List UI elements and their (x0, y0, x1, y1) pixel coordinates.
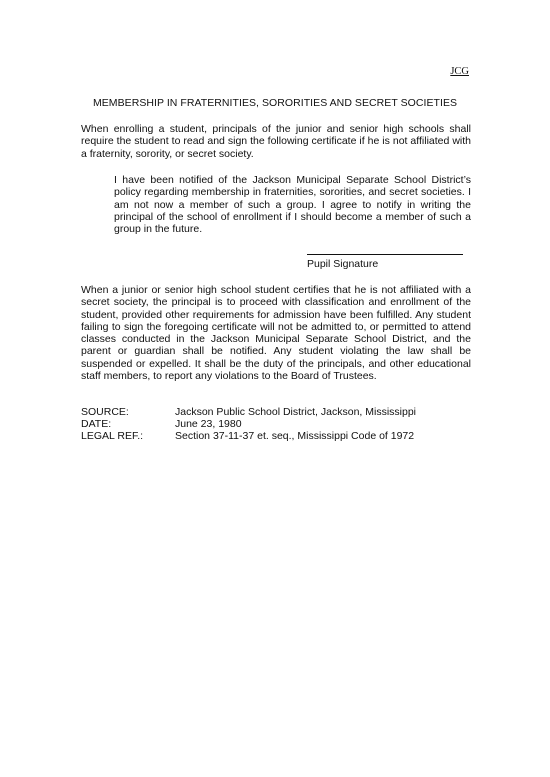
meta-row-source (81, 406, 416, 418)
signature-label: Pupil Signature (307, 258, 379, 270)
meta-row-legal-ref (81, 430, 416, 442)
page-title: MEMBERSHIP IN FRATERNITIES, SORORITIES AND SECRET SOCIETIES (92, 97, 458, 109)
intro-paragraph: When enrolling a student, principals of the junior and senior high schools shall require the student to read and sign the following certificate if he is not affiliated with a fraternity, sorority, or secret society. (81, 123, 471, 160)
meta-value: Jackson Public School District, Jackson, Mississippi (175, 406, 416, 418)
meta-row-date (81, 418, 416, 430)
meta-value: June 23, 1980 (175, 418, 242, 431)
rules-paragraph: When a junior or senior high school student certifies that he is not affiliated with a secret society, the principal is to proceed with classification and enrollment of the student, provided other requirements for admission have been fulfilled. Any student failing to sign the foregoing certificate will not be admitted to, or permitted to attend classes conducted in the Jackson Municipal Separate School District, and the parent or guardian shall be notified. Any student violating the law shall be suspended or expelled. It shall be the duty of the principals, and other educational staff members, to report any violations to the Board of Trustees. (81, 284, 471, 383)
meta-label: DATE: (81, 418, 112, 431)
source-block (81, 406, 416, 443)
policy-code: JCG (450, 66, 469, 77)
certificate-paragraph: I have been notified of the Jackson Municipal Separate School District’s policy regarding membership in fraternities, sororities, and secret societies. I am not now a member of such a group. I agree to notify in writing the principal of the school of enrollment if I should become a member of such a group in the future. (114, 174, 471, 236)
signature-line (307, 254, 463, 255)
meta-label: LEGAL REF.: (81, 430, 144, 443)
meta-label: SOURCE: (81, 406, 129, 418)
meta-value: Section 37-11-37 et. seq., Mississippi Code of 1972 (175, 430, 415, 443)
